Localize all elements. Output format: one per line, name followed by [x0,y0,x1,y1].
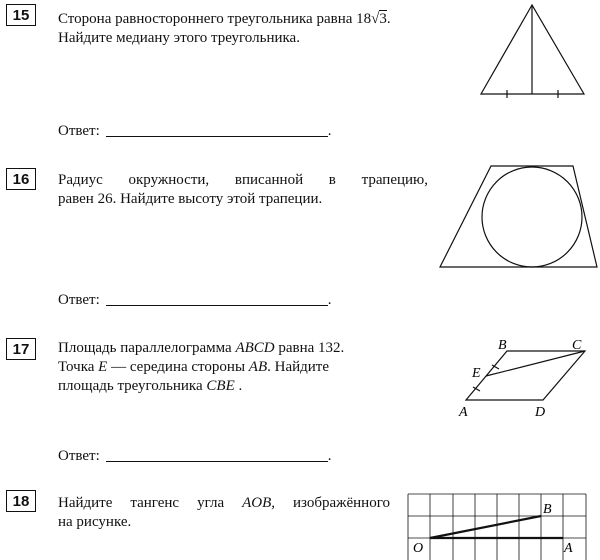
label-e: E [472,366,481,381]
answer-label: Ответ: [58,448,100,464]
problem-15-text: Сторона равностороннего треугольника равна 18√3. Найдите медиану этого треугольника. [58,10,448,48]
problem-number-18: 18 [6,490,36,512]
problem-16-answer: Ответ: . [58,292,332,308]
problem-15-answer: Ответ: . [58,123,332,139]
label-b: B [543,502,552,517]
label-a: A [564,541,573,556]
label-a: A [459,405,468,420]
problem-15-line2: Найдите медиану этого треугольника. [58,30,300,46]
var-ab: AB [248,359,268,375]
problem-17-text: Площадь параллелограмма ABCD равна 132. Точка E — середина стороны AB. Найдите площадь треугольника CBE . [58,340,345,394]
var-cbe: CBE [206,378,235,394]
problem-number-15: 15 [6,4,36,26]
problem-16-line2: равен 26. Найдите высоту этой трапеции. [58,191,323,207]
problem-16-line1: Радиус окружности, вписанной в трапецию, [58,172,428,188]
var-aob: AOB [242,495,272,511]
label-d: D [535,405,546,420]
problem-18-line2: на рисунке. [58,514,132,530]
var-abcd: ABCD [235,340,275,356]
label-b: B [498,338,507,353]
ray-ob [430,516,541,538]
problem-17-answer: Ответ: . [58,448,332,464]
answer-label: Ответ: [58,123,100,139]
label-c: C [572,338,582,353]
var-e: E [98,359,108,375]
problem-18-text: Найдите тангенс угла AOB, изображённого на рисунке. [58,495,390,530]
problem-15-line1: Сторона равностороннего треугольника равна 18 [58,11,372,27]
sqrt-symbol: √ [371,11,380,27]
problem-number-17: 17 [6,338,36,360]
grid [408,494,586,560]
sqrt-argument: 3 [379,11,387,27]
problem-number-16: 16 [6,168,36,190]
answer-label: Ответ: [58,292,100,308]
label-o: O [413,541,424,556]
